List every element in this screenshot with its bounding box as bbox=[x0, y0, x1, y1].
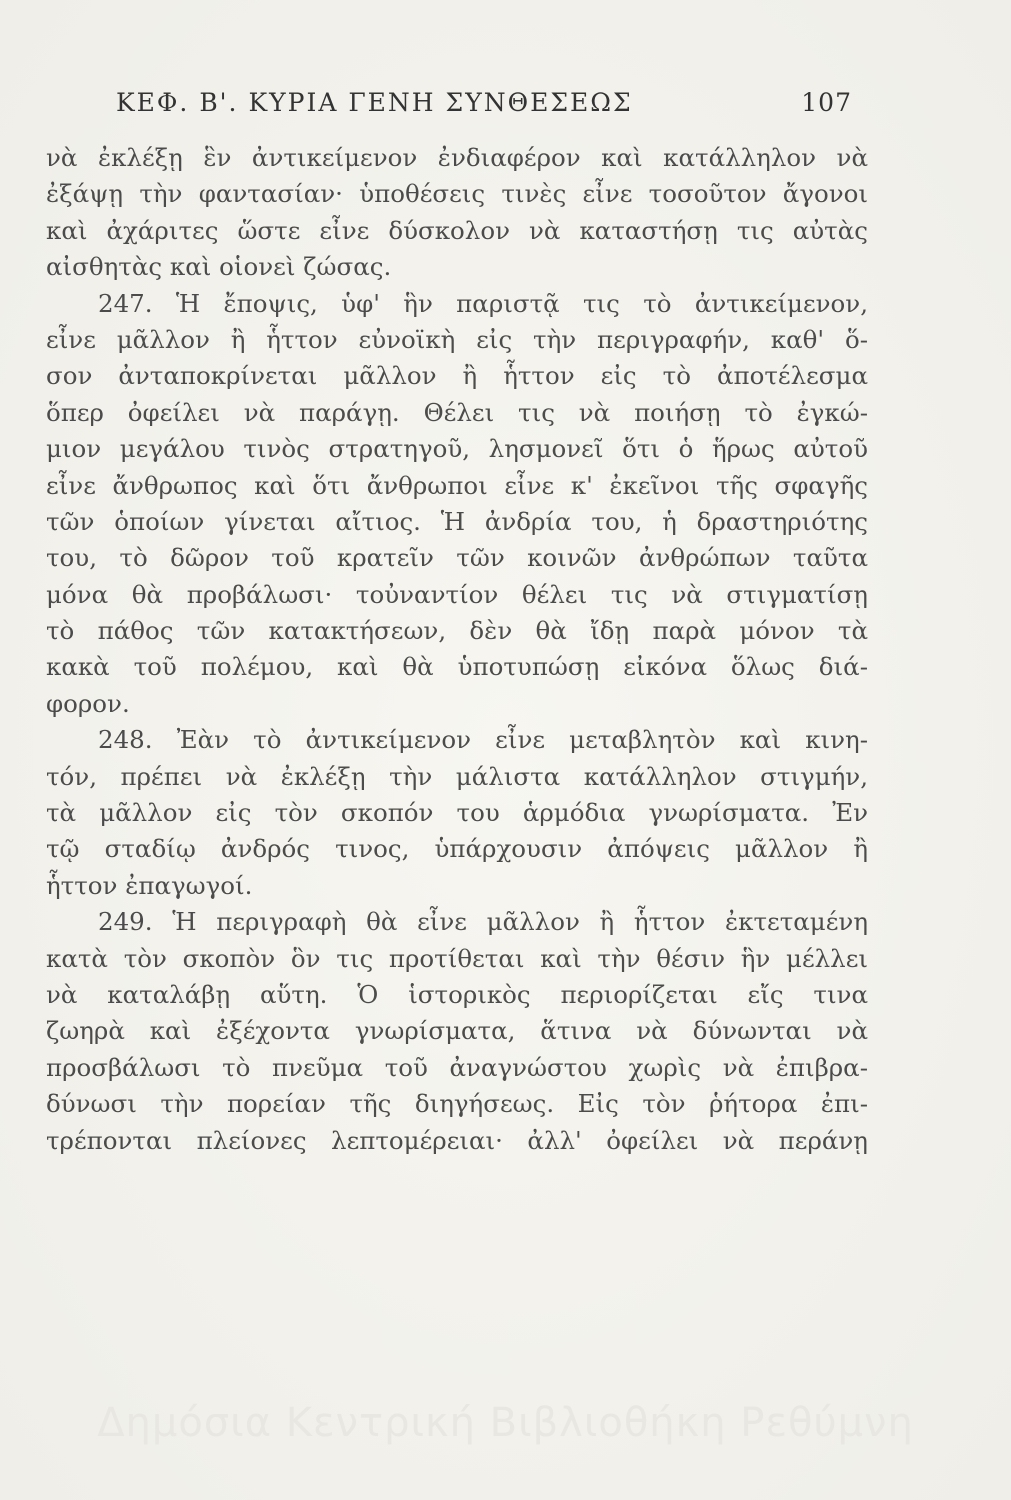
text-line: ἐξάψῃ τὴν φαντασίαν· ὑποθέσεις τινὲς εἶνε τοσοῦτον ἄγονοι bbox=[46, 179, 868, 209]
text-line: φορον. bbox=[46, 688, 130, 718]
text-line: δύνωσι τὴν πορείαν τῆς διηγήσεως. Εἰς τὸν ῥήτορα ἐπι- bbox=[46, 1089, 868, 1119]
text-line: τρέπονται πλείονες λεπτομέρειαι· ἀλλ' ὀφείλει νὰ περάνῃ bbox=[46, 1125, 868, 1155]
section-247-start: 247. Ἡ ἔποψις, ὑφ' ἣν παριστᾷ τις τὸ ἀντικείμενον, bbox=[98, 288, 868, 318]
text-line: του, τὸ δῶρον τοῦ κρατεῖν τῶν κοινῶν ἀνθρώπων ταῦτα bbox=[46, 543, 868, 573]
library-watermark: Δημόσια Κεντρική Βιβλιοθήκη Ρεθύμνη bbox=[97, 1400, 914, 1446]
text-line: νὰ καταλάβῃ αὕτη. Ὁ ἱστορικὸς περιορίζεται εἴς τινα bbox=[46, 979, 868, 1009]
text-line: σον ἀνταποκρίνεται μᾶλλον ἢ ἧττον εἰς τὸ ἀποτέλεσμα bbox=[46, 361, 868, 391]
text-line: τῶν ὁποίων γίνεται αἴτιος. Ἡ ἀνδρία του, ἡ δραστηριότης bbox=[46, 506, 868, 536]
text-line: αἰσθητὰς καὶ οἱονεὶ ζώσας. bbox=[46, 252, 392, 282]
text-line: τὰ μᾶλλον εἰς τὸν σκοπόν του ἁρμόδια γνωρίσματα. Ἐν bbox=[46, 798, 868, 828]
text-line: κατὰ τὸν σκοπὸν ὃν τις προτίθεται καὶ τὴν θέσιν ἣν μέλλει bbox=[46, 943, 868, 973]
text-line: μιον μεγάλου τινὸς στρατηγοῦ, λησμονεῖ ὅτι ὁ ἥρως αὐτοῦ bbox=[46, 434, 868, 464]
page-body bbox=[46, 140, 868, 1159]
text-line: ζωηρὰ καὶ ἐξέχοντα γνωρίσματα, ἅτινα νὰ δύνωνται νὰ bbox=[46, 1016, 868, 1046]
text-line: τῷ σταδίῳ ἀνδρός τινος, ὑπάρχουσιν ἀπόψεις μᾶλλον ἢ bbox=[46, 834, 868, 864]
text-line: μόνα θὰ προβάλωσι· τοὐναντίον θέλει τις νὰ στιγματίσῃ bbox=[46, 579, 868, 609]
page-number: 107 bbox=[801, 88, 852, 117]
text-line: εἶνε ἄνθρωπος καὶ ὅτι ἄνθρωποι εἶνε κ' ἐκεῖνοι τῆς σφαγῆς bbox=[46, 470, 868, 500]
running-header bbox=[116, 88, 852, 117]
section-248-start: 248. Ἐὰν τὸ ἀντικείμενον εἶνε μεταβλητὸν καὶ κινη- bbox=[98, 725, 868, 755]
text-line: τόν, πρέπει νὰ ἐκλέξῃ τὴν μάλιστα κατάλληλον στιγμήν, bbox=[46, 761, 868, 791]
text-line: καὶ ἀχάριτες ὥστε εἶνε δύσκολον νὰ καταστήσῃ τις αὐτὰς bbox=[46, 215, 868, 245]
text-line: τὸ πάθος τῶν κατακτήσεων, δὲν θὰ ἴδῃ παρὰ μόνον τὰ bbox=[46, 616, 868, 646]
section-249-start: 249. Ἡ περιγραφὴ θὰ εἶνε μᾶλλον ἢ ἧττον ἐκτεταμένη bbox=[98, 907, 868, 937]
text-line: νὰ ἐκλέξῃ ἓν ἀντικείμενον ἐνδιαφέρον καὶ κατάλληλον νὰ bbox=[46, 143, 868, 172]
text-line: ὅπερ ὀφείλει νὰ παράγῃ. Θέλει τις νὰ ποιήσῃ τὸ ἐγκώ- bbox=[46, 397, 868, 427]
text-line: κακὰ τοῦ πολέμου, καὶ θὰ ὑποτυπώσῃ εἰκόνα ὅλως διά- bbox=[46, 652, 868, 682]
text-line: προσβάλωσι τὸ πνεῦμα τοῦ ἀναγνώστου χωρὶς νὰ ἐπιβρα- bbox=[46, 1052, 868, 1082]
text-line: ἧττον ἐπαγωγοί. bbox=[46, 870, 253, 900]
text-line: εἶνε μᾶλλον ἢ ἧττον εὐνοϊκὴ εἰς τὴν περιγραφήν, καθ' ὅ- bbox=[46, 324, 868, 354]
running-title: ΚΕΦ. Β'. ΚΥΡΙΑ ΓΕΝΗ ΣΥΝΘΕΣΕΩΣ bbox=[116, 88, 633, 117]
